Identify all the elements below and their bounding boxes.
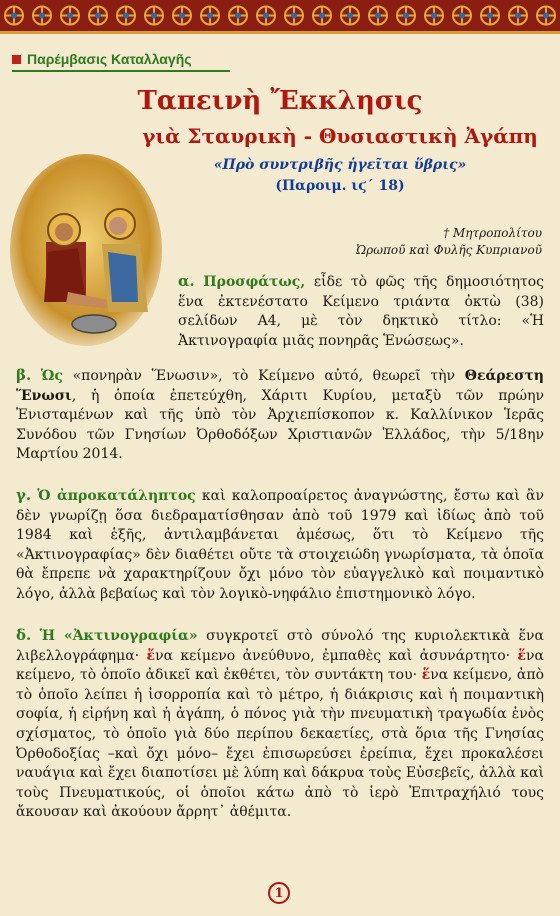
- paragraph-text: συγκροτεῖ στὸ σύνολό της κυριολεκτικὰ ἕνα λιβελλογράφημα·: [16, 628, 545, 664]
- paragraph-text: να κείμενο, τὸ ὁποῖο ἀδικεῖ καὶ ἐκθέτει, τὸν συντάκτη του·: [16, 647, 544, 684]
- paragraph-text: να κείμενο, ἀπὸ τὸ ὁποῖο λείπει ἡ ἰσορροπία καὶ τὸ μέτρο, ἡ διάκρισις καὶ ἡ ποιμαντικὴ σοφία, ἡ εἰρήνη καὶ ἡ ἀγάπη, ὁ πόνος γιὰ τὴν πνευματικὴ τραγωδία ἑνὸς σχίσματος, τὸ ὁποῖο γιὰ δύο περίπου δεκαετίες, στὰ ὅρια τῆς Γνησίας Ὀρθοδοξίας –καὶ ὄχι μόνο– ἔχει ἐπισωρεύσει ἐρείπια, ἔχει προκαλέσει ναυάγια καὶ ἔχει διαποτίσει μὲ λύπη καὶ δάκρυα τοὺς Εὐσεβεῖς, ἀλλὰ καὶ τοὺς Πνευματικούς, οἱ ὁποῖοι κάτω ἀπὸ τὸ ἱερὸ Ἐπιτραχήλιό τους ἄκουσαν καὶ ἀκούουν ἄρρητ᾿ ἀθέμιτα.: [16, 667, 544, 821]
- paragraph-text: να κείμενο ἀνεύθυνο, ἐμπαθὲς καὶ ἀσυνάρτητο·: [155, 647, 518, 664]
- paragraph-b: [16, 366, 544, 465]
- author-title: † Μητροπολίτου: [443, 226, 542, 240]
- paragraph-lead: Ὡς: [40, 368, 63, 384]
- section-label: [12, 48, 230, 72]
- washing-of-feet-icon: [8, 152, 164, 348]
- emphasis-letter: ἕ: [517, 647, 527, 664]
- paragraph-text: καὶ καλοπροαίρετος ἀναγνώστης, ἔστω καὶ ἂν δὲν γνωρίζῃ ὅσα διεδραματίσθησαν ἀπὸ τοῦ 1979 καὶ ἰδίως ἀπὸ τοῦ 1984 καὶ ἑξῆς, ἀντιλαμβάνεται ἀμέσως, ὅτι τὸ Κείμενο τῆς «Ἀκτινογραφίας» δὲν διαθέτει οὔτε τὰ στοιχειώδη γνωρίσματα, τὰ ὁποῖα θὰ ἔπρεπε νὰ χαρακτηρίζουν ὄχι μόνο τὸν εὐαγγελικὸ καὶ ποιμαντικὸ λόγο, ἀλλὰ βεβαίως καὶ τὸν λογικὸ-νηφάλιο ἐπιστημονικὸ λόγο.: [16, 488, 544, 602]
- red-square-icon: [12, 55, 21, 64]
- paragraph-label: β.: [16, 366, 32, 384]
- ornamental-border: [0, 0, 560, 34]
- article-title: Ταπεινὴ Ἔκκλησις: [137, 86, 423, 116]
- paragraph-d: [16, 626, 544, 823]
- page-number: 1: [268, 882, 290, 904]
- emphasis-letter: ἕ: [146, 647, 156, 664]
- paragraph-text: εἶδε τὸ φῶς τῆς δημοσιότητος ἕνα ἐκτενέστατο Κείμενο τριάντα ὀκτὼ (38) σελίδων Α4, μὲ τὸν δηκτικὸ τίτλο: «Ἡ Ἀκτινογραφία μιᾶς πονηρᾶς Ἑνώσεως».: [178, 274, 544, 349]
- emphasis-letter: ἕ: [421, 667, 431, 684]
- paragraph-label: γ.: [16, 486, 32, 504]
- epigraph: «Πρὸ συντριβῆς ἡγεῖται ὕβρις»: [213, 157, 467, 173]
- paragraph-lead: Ἡ «Ἀκτινογραφία»: [39, 628, 198, 644]
- paragraph-label: δ.: [16, 626, 32, 644]
- paragraph-text: «πονηρὰν Ἕνωσιν», τὸ Κείμενο αὐτό, θεωρεῖ τὴν: [62, 368, 465, 384]
- author-name: Ὠρωποῦ καὶ Φυλῆς Κυπριανοῦ: [356, 243, 542, 257]
- epigraph-reference: (Παροιμ. ιϛ΄ 18): [275, 178, 405, 194]
- paragraph-text: , ἡ ὁποία ἐπετεύχθη, Χάριτι Κυρίου, μεταξὺ τῶν πρώην Ἐνισταμένων καὶ τῆς ὑπὸ τὸν Ἀρχιεπίσκοπον κ. Καλλίνικον Ἱερᾶς Συνόδου τῶν Γνησίων Ὀρθοδόξων Χριστιανῶν Ἑλλάδος, τὴν 5/18ην Μαρτίου 2014.: [16, 387, 544, 463]
- paragraph-bold: Θεάρεστη Ἕνωσι: [16, 368, 544, 404]
- paragraph-a: [178, 272, 544, 351]
- paragraph-lead: Ὁ ἀπροκατάληπτος: [37, 488, 196, 504]
- section-label-text: Παρέμβασις Καταλλαγῆς: [27, 51, 192, 67]
- paragraph-lead: Προσφάτως,: [203, 274, 306, 290]
- paragraph-c: [16, 486, 544, 605]
- article-subtitle: γιὰ Σταυρικὴ - Θυσιαστικὴ Ἀγάπη: [142, 124, 538, 148]
- paragraph-label: α.: [178, 272, 195, 290]
